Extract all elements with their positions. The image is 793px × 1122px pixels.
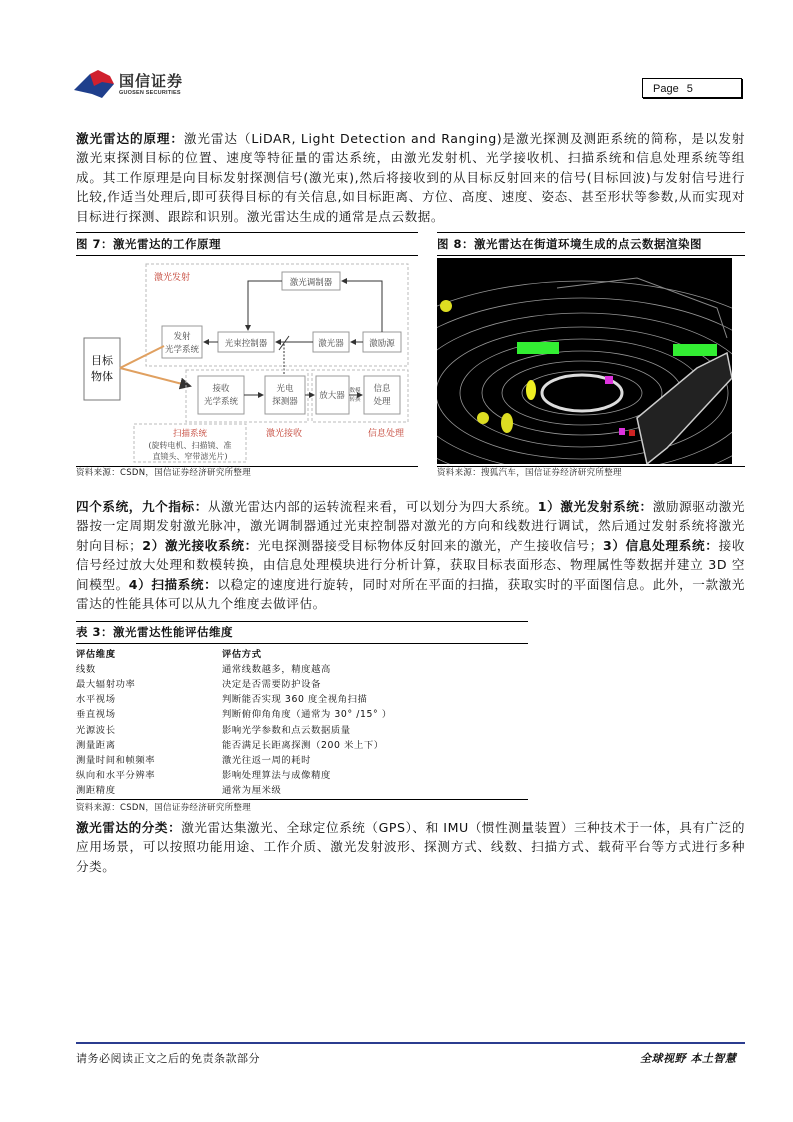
adc-label: 数模 <box>349 388 361 394</box>
recv-group-label: 激光接收 <box>266 429 303 439</box>
detector-box-2: 探测器 <box>272 397 298 407</box>
table-row <box>76 691 528 706</box>
figure-source: 资料来源：搜狐汽车，国信证券经济研究所整理 <box>437 468 622 478</box>
paragraph-text: 接收信号经过放大处理和数模转换，由信息处理模块进行分析计算，获取目标表面形态、物理属性等数据并建立 3D 空间模型。 <box>76 537 746 592</box>
table-cell: 测量时间和帧频率 <box>76 754 156 766</box>
footer-disclaimer: 请务必阅读正文之后的免责条款部分 <box>76 1052 260 1065</box>
scan-system-line2: 直镜头、窄带滤光片) <box>152 452 228 461</box>
paragraph-lead: 激光雷达的分类： <box>76 820 182 835</box>
table-header-row <box>76 645 528 660</box>
paragraph-text: 以稳定的速度进行旋转，同时对所在平面的扫描，获取实时的平面图信息。此外，一款激光雷达的性能具体可以从九个维度去做评估。 <box>76 576 745 612</box>
footer-slogan: 全球视野 本土智慧 <box>640 1052 737 1065</box>
figure-8 <box>437 232 745 479</box>
pump-source-box: 激励源 <box>369 339 395 349</box>
table-cell: 测距精度 <box>76 785 116 797</box>
point-cloud-image <box>437 258 732 464</box>
paragraph-text: 激光雷达（LiDAR, Light Detection and Ranging)是激光探测及测距系统的简称，是以发射激光束探测目标的位置、速度等特征量的雷达系统，由激光发射机、光学接收机、扫描系统和信息处理系统等组成。其工作原理是向目标发射探测信号(激光束),然后将接收到的从目标反射回来的信号(目标回波)与发射信号进行比较,作适当处理后,即可获得目标的有关信息,如目标距离、方位、高度、速度、姿态、甚至形状等参数,从而实现对目标进行探测、跟踪和识别。激光雷达生成的通常是点云数据。 <box>76 131 745 224</box>
column-header: 评估维度 <box>76 648 116 660</box>
company-logo: 国信证券 GUOSEN SECURITIES <box>72 68 202 102</box>
table-row <box>76 782 528 797</box>
subheading-scan: 4）扫描系统： <box>128 576 218 592</box>
info-processing-box: 信息 <box>373 384 391 394</box>
paragraph-text: 光电探测器接受目标物体反射回来的激光，产生接收信号； <box>257 537 603 553</box>
figure-title: 图 7：激光雷达的工作原理 <box>76 233 418 256</box>
subheading-recv: 2）激光接收系统： <box>142 537 258 553</box>
paragraph-four-systems <box>76 497 745 613</box>
paragraph-text: 激励源驱动激光器按一定周期发射激光脉冲，激光调制器通过光束控制器对激光的方向和线数进行调试，然后通过发射系统将激光射向目标； <box>76 499 746 553</box>
modulator-box: 激光调制器 <box>289 278 333 288</box>
paragraph-lead: 四个系统，九个指标： <box>76 499 208 514</box>
amplifier-box: 放大器 <box>319 391 345 401</box>
detector-box: 光电 <box>276 384 294 394</box>
adc-label-2: 转换 <box>349 397 361 403</box>
table-cell: 能否满足长距离探测（200 米上下） <box>222 739 384 751</box>
footer-divider <box>76 1042 745 1044</box>
performance-table <box>76 645 528 797</box>
target-object-box-2: 物体 <box>91 370 113 383</box>
paragraph-classification <box>76 818 745 876</box>
info-processing-box-2: 处理 <box>373 397 391 407</box>
table-3 <box>76 621 528 814</box>
figure-7 <box>76 232 418 479</box>
column-header: 评估方式 <box>222 648 262 660</box>
paragraph-text: 从激光雷达内部的运转流程来看，可以划分为四大系统。 <box>207 499 538 514</box>
table-cell: 激光往返一周的耗时 <box>222 754 312 766</box>
table-source: 资料来源：CSDN，国信证券经济研究所整理 <box>76 802 252 813</box>
emit-group-label: 激光发射 <box>154 273 191 283</box>
paragraph-lead: 激光雷达的原理： <box>76 131 184 146</box>
table-cell: 测量距离 <box>76 739 116 751</box>
page-number: 5 <box>686 83 693 95</box>
emit-optics-box: 发射 <box>173 332 191 342</box>
subheading-info: 3）信息处理系统： <box>602 537 719 553</box>
table-cell: 影响处理算法与成像精度 <box>222 770 331 782</box>
table-cell: 判断俯仰角角度（通常为 30° /15° ） <box>222 709 392 721</box>
table-cell: 光源波长 <box>76 724 116 736</box>
target-object-box: 目标 <box>91 354 113 367</box>
table-cell: 决定是否需要防护设备 <box>222 678 321 690</box>
table-row <box>76 706 528 721</box>
paragraph-lidar-principle <box>76 129 745 226</box>
info-group-label: 信息处理 <box>368 429 405 439</box>
table-cell: 线数 <box>76 663 96 675</box>
table-cell: 垂直视场 <box>76 709 116 721</box>
table-cell: 通常线数越多，精度越高 <box>222 663 331 675</box>
table-row <box>76 751 528 766</box>
table-row <box>76 721 528 736</box>
scan-system-title: 扫描系统 <box>172 429 208 439</box>
table-title: 表 3：激光雷达性能评估维度 <box>76 622 528 644</box>
table-row <box>76 767 528 782</box>
table-row <box>76 675 528 690</box>
figure-source: 资料来源：CSDN，国信证券经济研究所整理 <box>76 468 252 478</box>
laser-box: 激光器 <box>318 339 344 349</box>
table-cell: 影响光学参数和点云数据质量 <box>222 724 351 736</box>
table-cell: 水平视场 <box>76 694 116 706</box>
subheading-emit: 1）激光发射系统： <box>537 499 653 514</box>
page-label: Page <box>653 83 679 95</box>
scan-system-line1: (旋转电机、扫描镜、准 <box>148 441 232 450</box>
table-cell: 纵向和水平分辨率 <box>76 770 156 782</box>
emit-optics-box-2: 光学系统 <box>164 345 200 355</box>
figure-title: 图 8：激光雷达在街道环境生成的点云数据渲染图 <box>437 233 745 256</box>
table-cell: 通常为厘米级 <box>222 785 282 797</box>
logo-mark-icon <box>72 68 118 102</box>
table-cell: 最大辐射功率 <box>76 678 136 690</box>
table-row <box>76 660 528 675</box>
beam-controller-box: 光束控制器 <box>224 339 268 349</box>
table-row <box>76 736 528 751</box>
recv-optics-box: 接收 <box>212 384 230 394</box>
table-cell: 判断能否实现 360 度全视角扫描 <box>222 694 368 706</box>
page-indicator <box>642 78 742 98</box>
recv-optics-box-2: 光学系统 <box>203 397 239 407</box>
paragraph-text: 激光雷达集激光、全球定位系统（GPS）、和 IMU（惯性测量装置）三种技术于一体，具有广泛的应用场景，可以按照功能用途、工作介质、激光发射波形、探测方式、线数、扫描方式、载荷平台等方式进行多种分类。 <box>76 820 745 874</box>
lidar-working-diagram <box>76 258 418 464</box>
